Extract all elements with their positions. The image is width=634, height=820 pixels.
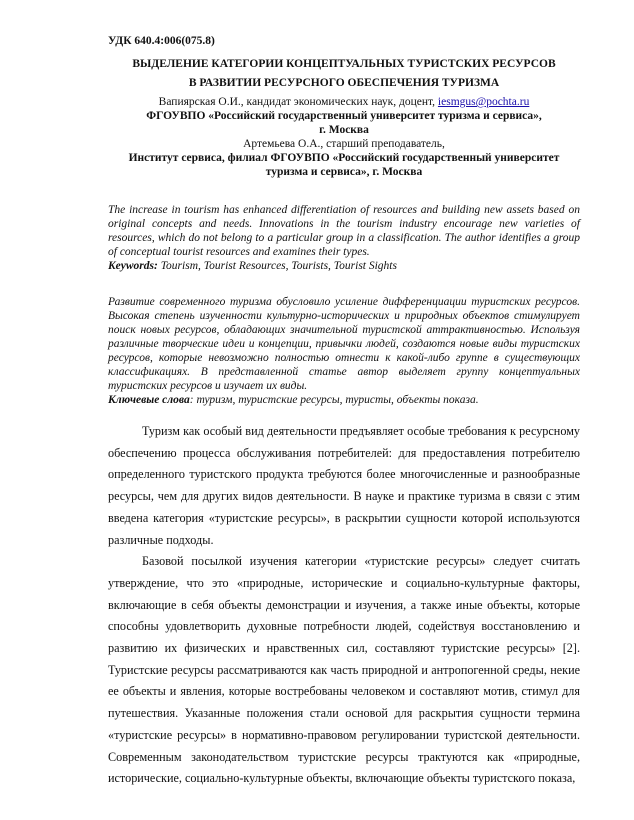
author-2: Артемьева О.А., старший преподаватель, xyxy=(243,138,445,150)
keywords-label-english: Keywords: xyxy=(108,260,158,272)
author-1-line xyxy=(108,95,580,109)
author-1: Вапиярская О.И., кандидат экономических наук, доцент, xyxy=(158,96,436,108)
udk-code: УДК 640.4:006(075.8) xyxy=(108,35,215,47)
author-block xyxy=(108,95,580,179)
affiliation-1-line-1: ФГОУВПО «Российский государственный университет туризма и сервиса», xyxy=(146,110,542,122)
author-email-link[interactable]: iesmgus@pochta.ru xyxy=(437,96,530,108)
affiliation-2-line-2: туризма и сервиса», г. Москва xyxy=(265,166,423,178)
affiliation-1-line-2: г. Москва xyxy=(319,124,369,136)
abstract-russian: Развитие современного туризма обусловило усиление дифференциации туристских ресурсов. Высокая степень изученности культурно-исторических и природных объектов стимулирует поиск новых ресурсов, обладающих значительной туристской аттрактивностью. Используя различные творческие идеи и концепции, привычки людей, создаются новые виды туристских ресурсов, которые невозможно полностью отнести к какой-либо группе в существующих классификациях. В представленной статье автор выделяет группу концептуальных туристских ресурсов и изучает их виды. xyxy=(108,296,580,392)
keywords-list-english: Tourism, Tourist Resources, Tourists, Tourist Sights xyxy=(160,260,397,272)
keywords-english xyxy=(108,259,580,273)
title-line-1: ВЫДЕЛЕНИЕ КАТЕГОРИИ КОНЦЕПТУАЛЬНЫХ ТУРИСТСКИХ РЕСУРСОВ xyxy=(132,58,556,70)
affiliation-2-line-1: Институт сервиса, филиал ФГОУВПО «Российский государственный университет xyxy=(128,152,560,164)
keywords-list-russian: : туризм, туристские ресурсы, туристы, объекты показа. xyxy=(189,394,479,406)
body-paragraph-2: Базовой посылкой изучения категории «туристские ресурсы» следует считать утверждение, что это «природные, исторические и социально-культурные факторы, включающие в себя объекты демонстрации и изучения, а также иные объекты, которые способны удовлетворить духовные потребности людей, содействуя восстановлению и развитию их физических и нравственных сил, составляют туристские ресурсы» [2]. Туристские ресурсы рассматриваются как часть природной и антропогенной среды, некие ее объекты и явления, которые востребованы человеком и составляют мотив, стимул для путешествия. Указанные положения стали основой для раскрытия сущности термина «туристские ресурсы» в нормативно-правовом регулировании туристской деятельности. Современным законодательством туристские ресурсы трактуются как «природные, исторические, социально-культурные объекты, включающие объекты туристского показа, xyxy=(108,554,580,786)
keywords-russian xyxy=(108,393,580,407)
keywords-label-russian: Ключевые слова xyxy=(108,394,190,406)
article-body xyxy=(108,421,580,790)
body-paragraph-1: Туризм как особый вид деятельности предъявляет особые требования к ресурсному обеспечению процесса обслуживания потребителей: для предоставления потребителю определенного туристского продукта требуются более многочисленные и разнообразные ресурсы, чем для других видов деятельности. В науке и практике туризма в связи с этим введена категория «туристские ресурсы», в раскрытии сущности которой используются различные подходы. xyxy=(108,424,580,547)
title-line-2: В РАЗВИТИИ РЕСУРСНОГО ОБЕСПЕЧЕНИЯ ТУРИЗМА xyxy=(188,77,500,89)
abstract-english: The increase in tourism has enhanced differentiation of resources and building new assets based on original concepts and needs. Innovations in the tourism industry encourage new varieties of resources, which do not belong to a particular group in a classification. The author identifies a group of conceptual tourist resources and examines their types. xyxy=(108,204,580,258)
